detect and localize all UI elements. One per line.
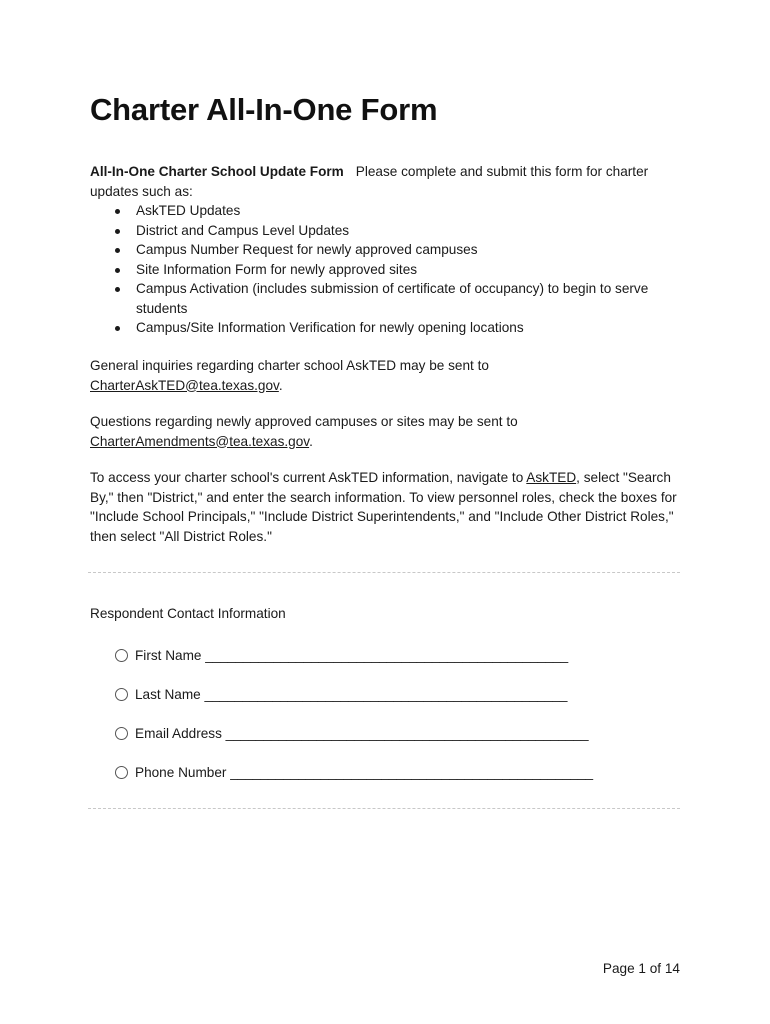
list-item <box>113 240 683 260</box>
field-label: First Name ________________________________________________ <box>135 648 569 663</box>
period: . <box>278 377 283 393</box>
form-name: All-In-One Charter School Update Form <box>90 164 344 179</box>
list-item-text: Site Information Form for newly approved sites <box>136 261 418 277</box>
section-divider <box>88 572 680 573</box>
access-text-after: , select "Search By," then "District," and enter the search information. To view personnel roles, check the boxes for "Include School Principals," "Include District Superintendents," and "Include Other District Roles," then select "All District Roles." <box>90 470 677 544</box>
intro-text: Please complete and submit this form for charter updates such as: <box>90 164 649 199</box>
access-instructions-paragraph <box>90 468 690 546</box>
list-item <box>113 260 683 280</box>
list-item-text: Campus Activation (includes submission of certificate of occupancy) to begin to serve students <box>136 281 649 316</box>
charter-amendments-email-link[interactable]: CharterAmendments@tea.texas.gov <box>90 433 310 449</box>
field-label: Last Name ________________________________________________ <box>135 687 568 702</box>
update-types-list <box>113 201 683 338</box>
phone-number-field[interactable] <box>115 765 593 780</box>
questions-text: Questions regarding newly approved campuses or sites may be sent to <box>90 414 518 429</box>
general-inquiries-paragraph <box>90 356 690 395</box>
email-address-field[interactable] <box>115 726 589 741</box>
section-divider <box>88 808 680 809</box>
charter-askted-email-link[interactable]: CharterAskTED@tea.texas.gov <box>90 377 279 393</box>
radio-icon[interactable] <box>115 688 128 701</box>
period: . <box>309 433 313 449</box>
field-label: Email Address ________________________________________________ <box>135 726 589 741</box>
section-heading: Respondent Contact Information <box>90 606 286 621</box>
page-title: Charter All-In-One Form <box>90 92 438 127</box>
general-inquiries-text: General inquiries regarding charter school AskTED may be sent to <box>90 358 489 373</box>
list-item <box>113 201 683 221</box>
bullet-icon <box>115 268 120 273</box>
radio-icon[interactable] <box>115 649 128 662</box>
radio-icon[interactable] <box>115 727 128 740</box>
list-item-text: Campus/Site Information Verification for newly opening locations <box>136 320 524 335</box>
bullet-icon <box>115 229 120 234</box>
bullet-icon <box>115 248 120 253</box>
list-item-text: AskTED Updates <box>136 203 241 218</box>
askted-link[interactable]: AskTED <box>526 470 577 485</box>
list-item <box>113 279 683 318</box>
list-item-text: District and Campus Level Updates <box>136 222 350 238</box>
list-item-text: Campus Number Request for newly approved campuses <box>136 242 478 257</box>
questions-paragraph <box>90 412 690 451</box>
page-number: Page 1 of 14 <box>602 961 680 976</box>
bullet-icon <box>115 287 120 292</box>
last-name-field[interactable] <box>115 687 567 702</box>
first-name-field[interactable] <box>115 648 568 663</box>
bullet-icon <box>115 209 120 214</box>
access-text-before: To access your charter school's current AskTED information, navigate to <box>90 470 524 485</box>
list-item <box>113 318 683 338</box>
intro-paragraph <box>90 162 690 201</box>
radio-icon[interactable] <box>115 766 128 779</box>
field-label: Phone Number ________________________________________________ <box>135 765 594 780</box>
bullet-icon <box>115 326 120 331</box>
list-item <box>113 221 683 241</box>
